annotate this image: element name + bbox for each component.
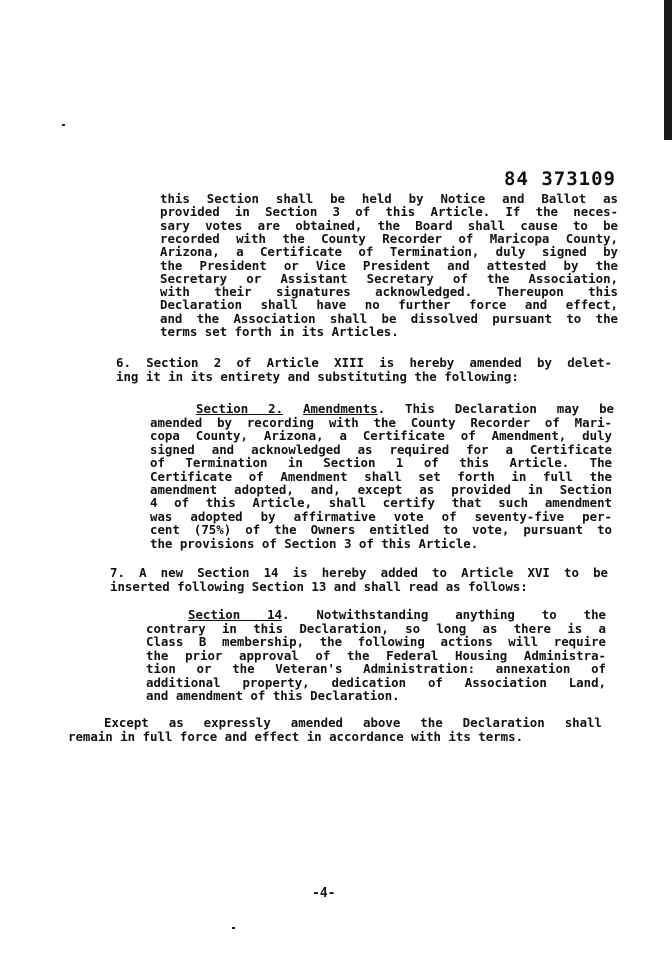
text-line: the provisions of Section 3 of this Article. [150,535,479,551]
text-line: Declaration shall have no further force and effect, [160,297,618,313]
item-6-intro: ing it in its entirety and substituting the following: [116,368,519,384]
text-line: copa County, Arizona, a Certificate of Amendment, duly [150,428,612,444]
section-14-heading [188,608,606,621]
closing-line: Except as expressly amended above the Declaration shall [104,715,602,730]
text-line: amended by recording with the County Recorder of Mari- [150,415,612,430]
section-2-heading [196,402,614,415]
text-line: the prior approval of the Federal Housing Administra- [146,647,606,663]
text-line: Class B membership, the following actions will require [146,634,606,650]
item-7-intro: inserted following Section 13 and shall read as follows: [110,579,528,594]
text-line: cent (75%) of the Owners entitled to vote, pursuant to [150,522,612,538]
text-line: signed and acknowledged as required for a Certificate [150,441,612,457]
text-line: contrary in this Declaration, so long as there is a [146,621,606,636]
scan-speck [62,124,65,126]
text-line: was adopted by affirmative vote of seventy-five per- [150,508,612,524]
text-line: recorded with the County Recorder of Maricopa County, [160,230,618,246]
closing-line: remain in full force and effect in accordance with its terms. [68,729,524,744]
document-number: 84 373109 [504,168,616,190]
text-line: additional property, dedication of Association Land, [146,674,606,690]
text-line: tion or the Veteran's Administration: annexation of [146,661,606,677]
scan-speck [232,927,235,929]
text-line: Arizona, a Certificate of Termination, duly signed by [160,244,618,260]
text-line: with their signatures acknowledged. Thereupon this [160,284,618,300]
text-line: Certificate of Amendment shall set forth in full the [150,468,612,484]
text-line: the President or Vice President and attested by the [160,257,618,273]
text-line: this Section shall be held by Notice and Ballot as [160,191,618,206]
text-line: amendment adopted, and, except as provided in Section [150,482,612,497]
item-6-intro: 6. Section 2 of Article XIII is hereby amended by delet- [116,355,612,370]
section-text: . Notwithstanding anything to the [282,607,606,622]
text-line: terms set forth in its Articles. [160,324,399,339]
text-line: provided in Section 3 of this Article. If the neces- [160,204,618,220]
text-line: and amendment of this Declaration. [146,688,400,703]
text-line: and the Association shall be dissolved pursuant to the [160,310,618,326]
text-line: sary votes are obtained, the Board shall cause to be [160,217,618,233]
scan-edge-mark [664,0,672,140]
item-7-intro: 7. A new Section 14 is hereby added to Article XVI to be [110,565,608,580]
page-number: -4- [312,886,336,901]
section-title: Amendments [303,401,378,416]
section-label: Section 14 [188,607,283,622]
text-line: 4 of this Article, shall certify that such amendment [150,495,612,511]
text-line: of Termination in Section 1 of this Article. The [150,455,612,471]
section-text: . This Declaration may be [377,401,614,416]
text-line: Secretary or Assistant Secretary of the Association, [160,270,618,286]
section-label: Section 2. [196,401,284,416]
